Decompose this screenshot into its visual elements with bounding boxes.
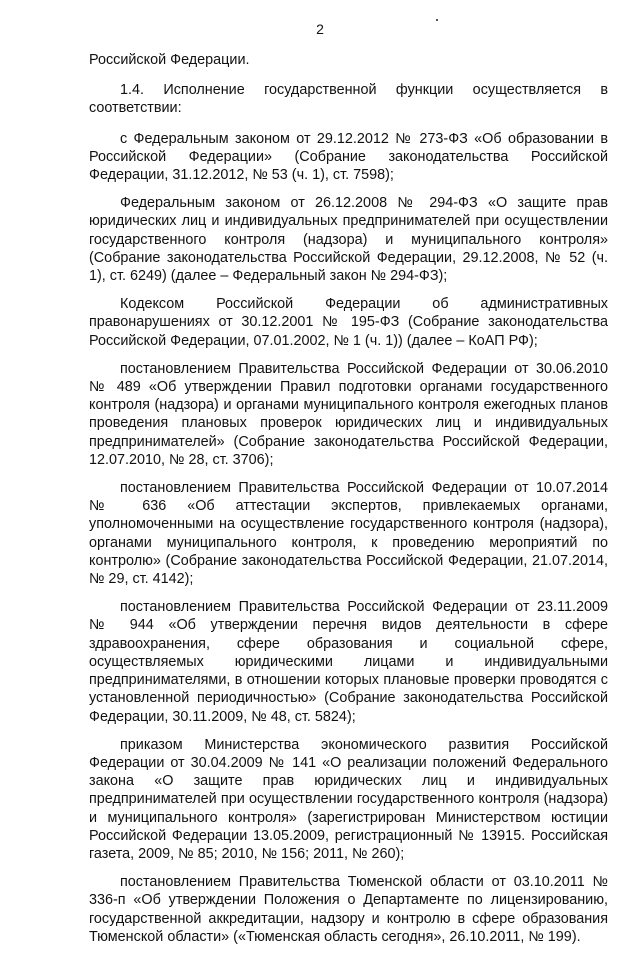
legal-basis-item: Федеральным законом от 26.12.2008 № 294-ФЗ «О защите прав юридических лиц и индивидуальных предпринимателей при осуществлении государственного контроля (надзора) и муниципального контроля» (Собрание законодательства Российской Федерации, 29.12.2008, № 52 (ч. 1), ст. 6249) (далее – Федеральный закон № 294-ФЗ); <box>89 195 608 285</box>
legal-basis-item: постановлением Правительства Российской Федерации от 10.07.2014 № 636 «Об аттестации экспертов, привлекаемых органами, уполномоченными на осуществление государственного контроля (надзора), органами муниципального контроля, к проведению мероприятий по контролю» (Собрание законодательства Российской Федерации, 21.07.2014, № 29, ст. 4142); <box>89 480 608 588</box>
legal-basis-item: Кодексом Российской Федерации об административных правонарушениях от 30.12.2001 № 195-ФЗ (Собрание законодательства Российской Федерации, 07.01.2002, № 1 (ч. 1)) (далее – КоАП РФ); <box>89 296 608 349</box>
continuation-line: Российской Федерации. <box>89 52 250 68</box>
legal-basis-item: постановлением Правительства Тюменской области от 03.10.2011 № 336-п «Об утверждении Положения о Департаменте по лицензированию, государственной аккредитации, надзору и контролю в сфере образования Тюменской области» («Тюменская область сегодня», 26.10.2011, № 199). <box>89 874 608 945</box>
page-number: 2 <box>316 21 324 37</box>
legal-basis-item: постановлением Правительства Российской Федерации от 23.11.2009 № 944 «Об утверждении перечня видов деятельности в сфере здравоохранения, сфере образования и социальной сфере, осуществляемых юридическими лицами и индивидуальными предпринимателями, в отношении которых плановые проверки проводятся с установленной периодичностью» (Собрание законодательства Российской Федерации, 30.11.2009, № 48, ст. 5824); <box>89 599 608 725</box>
legal-basis-item: приказом Министерства экономического развития Российской Федерации от 30.04.2009 № 141 «О реализации положений Федерального закона «О защите прав юридических лиц и индивидуальных предпринимателей при осуществлении государственного контроля (надзора) и муниципального контроля» (зарегистрирован Министерством юстиции Российской Федерации 13.05.2009, регистрационный № 13915. Российская газета, 2009, № 85; 2010, № 156; 2011, № 260); <box>89 736 608 862</box>
document-body <box>89 51 608 956</box>
legal-basis-item: постановлением Правительства Российской Федерации от 30.06.2010 № 489 «Об утверждении Правил подготовки органами государственного контроля (надзора) и органами муниципального контроля ежегодных планов проведения плановых проверок юридических лиц и индивидуальных предпринимателей» (Собрание законодательства Российской Федерации, 12.07.2010, № 28, ст. 3706); <box>89 360 608 468</box>
clause-1-4: 1.4. Исполнение государственной функции осуществляется в соответствии: <box>89 82 608 117</box>
scan-speck <box>436 19 438 21</box>
legal-basis-item: с Федеральным законом от 29.12.2012 № 273-ФЗ «Об образовании в Российской Федерации» (Собрание законодательства Российской Федерации, 31.12.2012, № 53 (ч. 1), ст. 7598); <box>89 130 608 184</box>
